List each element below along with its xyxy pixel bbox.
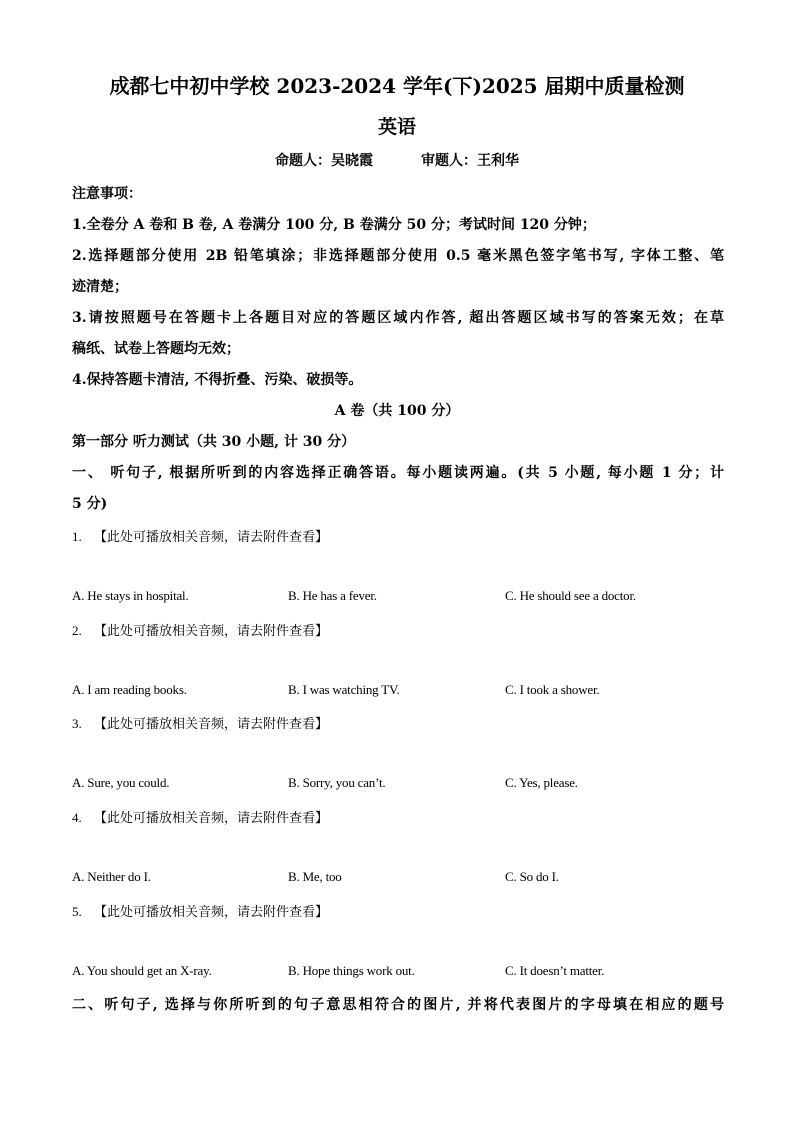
section-a-title: A 卷（共 100 分）	[334, 403, 460, 419]
audio-placeholder[interactable]: 【此处可播放相关音频，请去附件查看】	[94, 624, 329, 639]
q2-option-c: C. I took a shower.	[505, 682, 600, 697]
notes-item-1: 1.全卷分 A 卷和 B 卷, A 卷满分 100 分, B 卷满分 50 分；考试时间 120 分钟；	[72, 217, 596, 233]
author-line	[0, 150, 794, 170]
question-3	[72, 713, 328, 732]
q1-option-a: A. He stays in hospital.	[72, 588, 189, 603]
notes-item-2-cont: 迹清楚；	[72, 279, 128, 295]
q5-option-b: B. Hope things work out.	[288, 963, 415, 978]
listening-instructions: 一、 听句子, 根据所听到的内容选择正确答语。每小题读两遍。(共 5 小题, 每小题 1 分；计	[72, 465, 724, 481]
notes-item-3: 3.请按照题号在答题卡上各题目对应的答题区域内作答, 超出答题区域书写的答案无效；在草	[72, 310, 724, 326]
question-number: 5.	[72, 904, 82, 919]
question-2	[72, 620, 328, 639]
q5-option-a: A. You should get an X-ray.	[72, 963, 212, 978]
audio-placeholder[interactable]: 【此处可播放相关音频，请去附件查看】	[94, 811, 329, 826]
question-1	[72, 526, 328, 545]
q2-option-b: B. I was watching TV.	[288, 682, 400, 697]
q1-option-c: C. He should see a doctor.	[505, 588, 636, 603]
q5-option-c: C. It doesn’t matter.	[505, 963, 605, 978]
audio-placeholder[interactable]: 【此处可播放相关音频，请去附件查看】	[94, 905, 329, 920]
q3-option-c: C. Yes, please.	[505, 775, 578, 790]
audio-placeholder[interactable]: 【此处可播放相关音频，请去附件查看】	[94, 530, 329, 545]
q4-option-a: A. Neither do I.	[72, 869, 151, 884]
q4-option-b: B. Me, too	[288, 869, 342, 884]
q4-option-c: C. So do I.	[505, 869, 559, 884]
q2-option-a: A. I am reading books.	[72, 682, 187, 697]
subject-title: 英语	[377, 116, 416, 138]
question-5	[72, 901, 328, 920]
question-number: 1.	[72, 529, 82, 544]
reviewer-label: 审题人：王利华	[421, 153, 519, 169]
q1-option-b: B. He has a fever.	[288, 588, 377, 603]
audio-placeholder[interactable]: 【此处可播放相关音频，请去附件查看】	[94, 717, 329, 732]
notes-item-4: 4.保持答题卡清洁, 不得折叠、污染、破损等。	[72, 372, 363, 388]
listening-instructions-cont: 5 分)	[72, 496, 108, 512]
notes-heading: 注意事项：	[72, 186, 142, 202]
notes-item-2: 2.选择题部分使用 2B 铅笔填涂；非选择题部分使用 0.5 毫米黑色签字笔书写, 字体工整、笔	[72, 248, 724, 264]
part-1-heading: 第一部分 听力测试（共 30 小题, 计 30 分）	[72, 434, 356, 450]
setter-label: 命题人：吴晓霞	[275, 153, 373, 169]
q3-option-b: B. Sorry, you can’t.	[288, 775, 386, 790]
question-4	[72, 807, 328, 826]
section-two-instructions: 二、听句子, 选择与你所听到的句子意思相符合的图片, 并将代表图片的字母填在相应的题号	[72, 997, 724, 1013]
question-number: 3.	[72, 716, 82, 731]
q3-option-a: A. Sure, you could.	[72, 775, 170, 790]
exam-title: 成都七中初中学校 2023-2024 学年(下)2025 届期中质量检测	[109, 74, 685, 98]
question-number: 2.	[72, 623, 82, 638]
question-number: 4.	[72, 810, 82, 825]
notes-item-3-cont: 稿纸、试卷上答题均无效；	[72, 341, 240, 357]
